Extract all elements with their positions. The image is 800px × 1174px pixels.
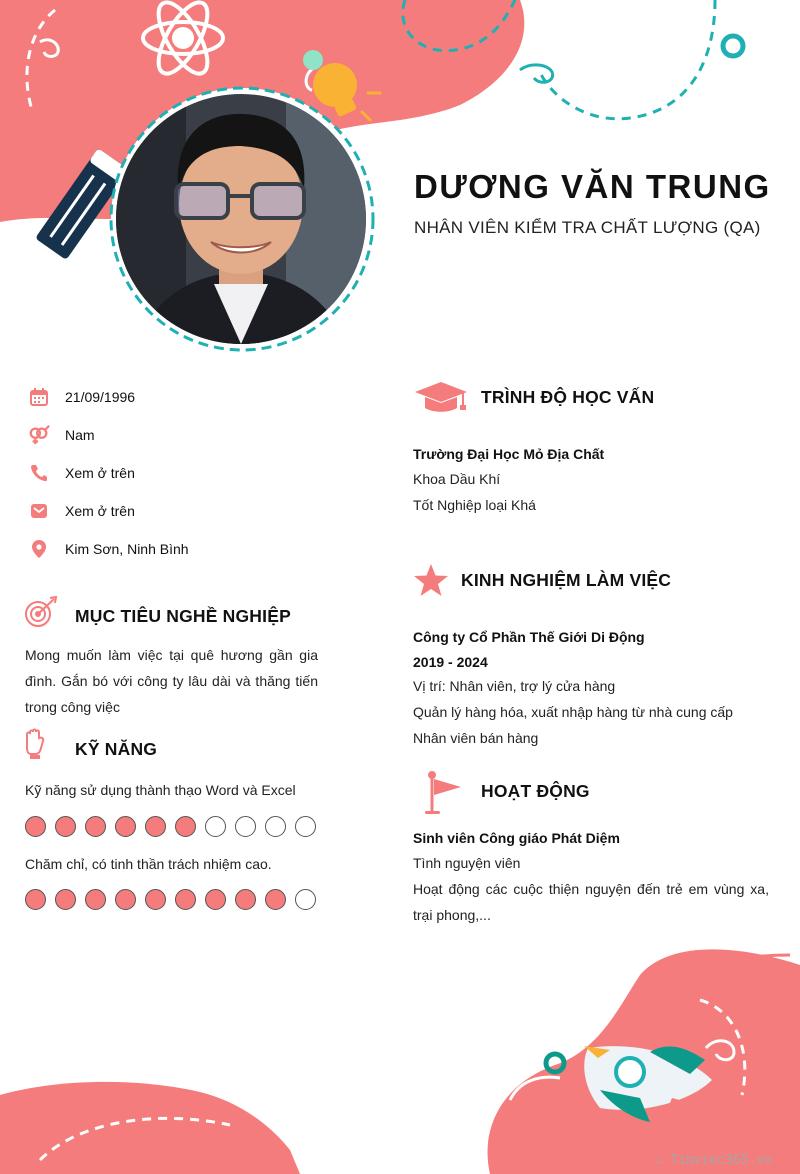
gender-text: Nam <box>65 427 95 443</box>
objective-text: Mong muốn làm việc tại quê hương gần gia đình. Gắn bó với công ty lâu dài và thăng tiến trong công việc <box>25 647 318 715</box>
gender-icon <box>28 424 50 446</box>
experience-duty-2: Nhân viên bán hàng <box>413 730 539 746</box>
rating-dot-filled <box>145 889 166 910</box>
skill-1-rating <box>25 816 316 837</box>
info-gender <box>28 423 95 447</box>
rating-dot-filled <box>205 889 226 910</box>
email-text: Xem ở trên <box>65 503 135 519</box>
skills-title: KỸ NĂNG <box>75 739 158 759</box>
rating-dot-filled <box>25 889 46 910</box>
envelope-icon <box>28 500 50 522</box>
star-icon <box>413 563 449 602</box>
experience-company: Công ty Cổ Phần Thế Giới Di Động <box>413 629 645 645</box>
skill-2-rating <box>25 889 316 910</box>
rating-dot-empty <box>235 816 256 837</box>
rating-dot-filled <box>85 816 106 837</box>
activities-title: HOẠT ĐỘNG <box>481 781 590 801</box>
profile-photo <box>116 94 366 344</box>
address-text: Kim Sơn, Ninh Bình <box>65 541 189 557</box>
rating-dot-filled <box>175 816 196 837</box>
phone-icon <box>28 462 50 484</box>
education-title: TRÌNH ĐỘ HỌC VẤN <box>481 387 655 407</box>
rating-dot-filled <box>55 889 76 910</box>
graduation-cap-icon <box>413 380 469 419</box>
education-school: Trường Đại Học Mỏ Địa Chất <box>413 446 605 462</box>
rating-dot-empty <box>295 889 316 910</box>
rating-dot-empty <box>295 816 316 837</box>
rating-dot-filled <box>115 889 136 910</box>
info-phone <box>28 461 135 485</box>
map-pin-icon <box>28 538 50 560</box>
fist-icon <box>24 728 48 765</box>
info-birthday <box>28 385 136 409</box>
activities-organization: Sinh viên Công giáo Phát Diệm <box>413 830 620 846</box>
education-result: Tốt Nghiệp loại Khá <box>413 497 536 513</box>
education-faculty: Khoa Dầu Khí <box>413 471 501 487</box>
candidate-name: DƯƠNG VĂN TRUNG <box>414 168 771 205</box>
skill-2-name: Chăm chỉ, có tinh thần trách nhiệm cao. <box>25 856 272 872</box>
activities-role: Tình nguyện viên <box>413 855 521 871</box>
flag-icon <box>423 770 463 821</box>
calendar-icon <box>28 386 50 408</box>
experience-period: 2019 - 2024 <box>413 654 488 670</box>
rating-dot-filled <box>145 816 166 837</box>
objective-title: MỤC TIÊU NGHỀ NGHIỆP <box>75 606 291 626</box>
rating-dot-filled <box>265 889 286 910</box>
info-email <box>28 499 135 523</box>
rating-dot-filled <box>25 816 46 837</box>
experience-duty-1: Quản lý hàng hóa, xuất nhập hàng từ nhà cung cấp <box>413 704 733 720</box>
activities-description: Hoạt động các cuộc thiện nguyện đến trẻ em vùng xa, trại phong,... <box>413 881 769 923</box>
rating-dot-empty <box>205 816 226 837</box>
job-title: NHÂN VIÊN KIỂM TRA CHẤT LƯỢNG (QA) <box>414 218 761 237</box>
watermark: ∴ Timviec365.vn <box>654 1153 772 1168</box>
info-address <box>28 537 189 561</box>
target-icon <box>24 596 58 633</box>
birthday-text: 21/09/1996 <box>65 389 136 405</box>
phone-text: Xem ở trên <box>65 465 135 481</box>
rating-dot-filled <box>175 889 196 910</box>
rating-dot-filled <box>235 889 256 910</box>
skill-1-name: Kỹ năng sử dụng thành thạo Word và Excel <box>25 782 296 798</box>
rating-dot-filled <box>55 816 76 837</box>
experience-title: KINH NGHIỆM LÀM VIỆC <box>461 570 672 590</box>
experience-position: Vị trí: Nhân viên, trợ lý cửa hàng <box>413 678 616 694</box>
rating-dot-filled <box>115 816 136 837</box>
rating-dot-empty <box>265 816 286 837</box>
rating-dot-filled <box>85 889 106 910</box>
